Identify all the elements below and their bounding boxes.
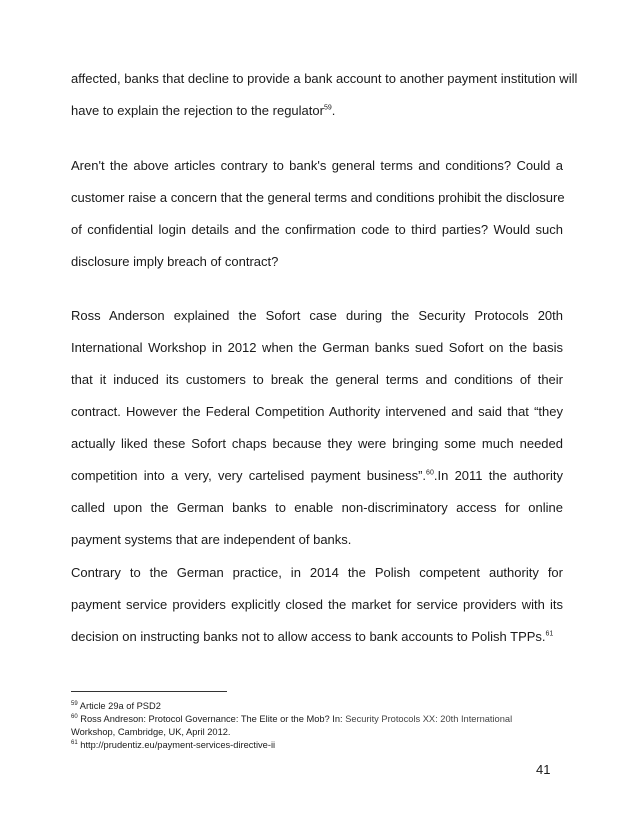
text-line: that it induced its customers to break the general terms and conditions of their (71, 372, 563, 387)
text-line: decision on instructing banks not to allow access to bank accounts to Polish TPPs.$^{61}$ (71, 629, 554, 644)
text-line: payment systems that are independent of banks. (71, 532, 352, 547)
text-line: competition into a very, very cartelised payment business”.$^{60}$.In 2011 the authority (71, 468, 563, 483)
footnote-separator (71, 691, 227, 692)
footnote-ref-61[interactable]: 61 (545, 630, 554, 638)
footnote-59: $^{59}$ Article 29a of PSD2 (71, 700, 161, 711)
footnote-ref-59[interactable]: 59 (323, 104, 332, 112)
text-line: have to explain the rejection to the regulator$^{59}$. (71, 103, 336, 118)
text-line: disclosure imply breach of contract? (71, 254, 279, 269)
text-line: payment service providers explicitly closed the market for service providers with its (71, 597, 563, 612)
text-line: customer raise a concern that the general terms and conditions prohibit the disclosure (71, 190, 565, 205)
footnote-61-link[interactable]: http://prudentiz.eu/payment-services-directive-ii (80, 740, 276, 750)
page-number: 41 (536, 762, 551, 777)
text-line: actually liked these Sofort chaps because they were bringing some much needed (71, 436, 563, 451)
text-line: affected, banks that decline to provide a bank account to another payment institution will (71, 71, 578, 86)
footnote-60: $^{60}$ Ross Andreson: Protocol Governance: The Elite or the Mob? In: Security Protocols XX: 20th International (71, 713, 513, 724)
text-line: called upon the German banks to enable non-discriminatory access for online (71, 500, 563, 515)
text-line: Aren't the above articles contrary to bank's general terms and conditions? Could a (71, 158, 563, 173)
text-line: contract. However the Federal Competition Authority intervened and said that “they (71, 404, 563, 419)
text-line: Ross Anderson explained the Sofort case during the Security Protocols 20th (71, 308, 563, 323)
text-line: International Workshop in 2012 when the German banks sued Sofort on the basis (71, 340, 563, 355)
text-line: Contrary to the German practice, in 2014 the Polish competent authority for (71, 565, 563, 580)
footnote-60-continued: Workshop, Cambridge, UK, April 2012. (71, 727, 231, 737)
footnote-ref-60[interactable]: 60 (426, 469, 434, 477)
text-line: of confidential login details and the confirmation code to third parties? Would such (71, 222, 563, 237)
footnote-61: $^{61}$ http://prudentiz.eu/payment-services-directive-ii (71, 739, 276, 750)
